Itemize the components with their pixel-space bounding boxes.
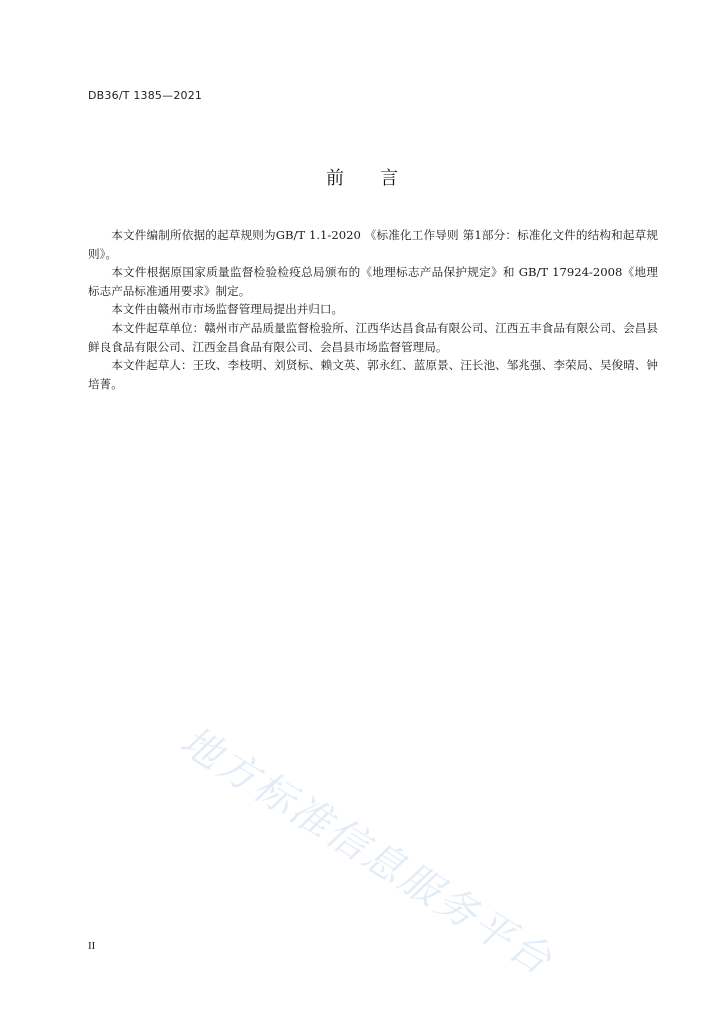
paragraph-drafting-rules: 本文件编制所依据的起草规则为GB/T 1.1-2020 《标准化工作导则 第1部分：标准化文件的结构和起草规则》。 xyxy=(88,228,658,261)
paragraph-drafting-units: 本文件起草单位：赣州市产品质量监督检验所、江西华达昌食品有限公司、江西五丰食品有限公司、会昌县鲜良食品有限公司、江西金昌食品有限公司、会昌县市场监督管理局。 xyxy=(88,320,658,354)
title-char-2: 言 xyxy=(380,168,398,189)
page-number: II xyxy=(88,940,96,952)
title-char-1: 前 xyxy=(326,168,344,189)
paragraph-proposer: 本文件由赣州市市场监督管理局提出并归口。 xyxy=(111,302,344,317)
foreword-body xyxy=(88,226,658,393)
paragraph-drafters: 本文件起草人：王玫、李枝明、刘贤标、赖文英、郭永红、蓝原景、汪长池、邹兆强、李荣局、吴俊晴、钟培菁。 xyxy=(88,358,658,391)
page-title xyxy=(0,164,724,190)
watermark: 地方标准信息服务平台 xyxy=(171,717,561,985)
document-code: DB36/T 1385—2021 xyxy=(88,89,203,102)
paragraph-basis: 本文件根据原国家质量监督检验检疫总局颁布的《地理标志产品保护规定》和 GB/T 17924-2008《地理标志产品标准通用要求》制定。 xyxy=(88,265,658,298)
